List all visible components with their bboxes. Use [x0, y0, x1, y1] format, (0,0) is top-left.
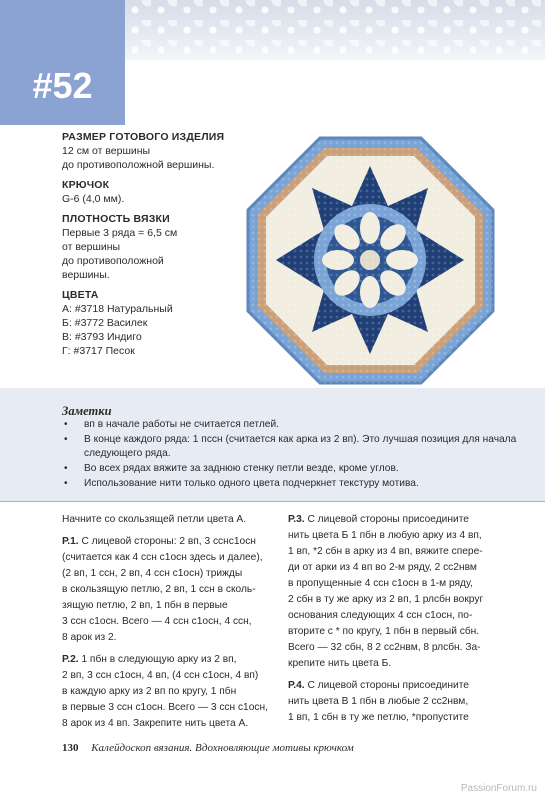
- info-hook-line: G-6 (4,0 мм).: [62, 193, 125, 205]
- site-watermark: PassionForum.ru: [460, 783, 537, 794]
- instruction-line: 2 сбн в ту же арку из 2 вп, 1 рлсбн вокруг: [288, 594, 484, 605]
- bullet-icon: •: [64, 434, 68, 445]
- instruction-line: вторите с * по кругу, 1 пбн в первый сбн.: [288, 626, 480, 637]
- info-hook-heading: КРЮЧОК: [62, 179, 110, 191]
- instruction-row-3: [288, 512, 508, 672]
- instruction-line: (2 вп, 1 ссн, 2 вп, 4 ссн с1осн) трижды: [62, 568, 243, 579]
- instruction-line: основания следующих 4 ссн с1осн, по-: [288, 610, 473, 621]
- instructions-right-column: [288, 512, 508, 732]
- instruction-line: Начните со скользящей петли цвета А.: [62, 514, 247, 525]
- instruction-line: нить цвета В 1 пбн в любые 2 сс2нвм,: [288, 696, 469, 707]
- instruction-line: 3 ссн с1осн. Всего — 4 ссн с1осн, 4 ссн,: [62, 616, 252, 627]
- instruction-line: в скользящую петлю, 2 вп, 1 ссн в сколь-: [62, 584, 256, 595]
- info-color-line: В: #3793 Индиго: [62, 331, 142, 343]
- notes-item: [62, 462, 532, 476]
- instruction-row-4: [288, 678, 508, 726]
- row-label: Р.4.: [288, 680, 305, 691]
- notes-list: [62, 418, 532, 492]
- instruction-line: 8 арок из 2.: [62, 632, 117, 643]
- instruction-line: С лицевой стороны присоедините: [307, 514, 469, 525]
- info-gauge: [62, 212, 252, 282]
- notes-item: [62, 433, 532, 461]
- info-color-line: А: #3718 Натуральный: [62, 303, 173, 315]
- instruction-start: [62, 512, 267, 528]
- info-size-line: до противоположной вершины.: [62, 159, 215, 171]
- instruction-line: ди от арки из 4 вп во 2-м ряду, 2 сс2нвм: [288, 562, 477, 573]
- instruction-line: крепите нить цвета Б.: [288, 658, 392, 669]
- pattern-number: #52: [32, 65, 93, 106]
- info-gauge-heading: ПЛОТНОСТЬ ВЯЗКИ: [62, 213, 170, 225]
- info-gauge-line: Первые 3 ряда = 6,5 см: [62, 227, 178, 239]
- row-label: Р.3.: [288, 514, 305, 525]
- info-size-heading: РАЗМЕР ГОТОВОГО ИЗДЕЛИЯ: [62, 131, 225, 143]
- info-size: [62, 130, 252, 172]
- notes-item-text: В конце каждого ряда: 1 пссн (считается как арка из 2 вп). Это лучшая позиция для начала следующего ряда.: [84, 434, 517, 459]
- row-label: Р.2.: [62, 654, 79, 665]
- pattern-info: [62, 130, 252, 364]
- lace-header-band: [125, 0, 545, 60]
- info-colors-heading: ЦВЕТА: [62, 289, 99, 301]
- pattern-number-box: [0, 0, 125, 125]
- bullet-icon: •: [64, 478, 68, 489]
- notes-item: [62, 418, 532, 432]
- instruction-line: 2 вп, 3 ссн с1осн, 4 вп, (4 ссн с1осн, 4 вп): [62, 670, 259, 681]
- info-color-line: Г: #3717 Песок: [62, 345, 135, 357]
- info-gauge-line: от вершины: [62, 241, 121, 253]
- notes-panel: [0, 388, 545, 502]
- notes-item-text: вп в начале работы не считается петлей.: [84, 419, 279, 430]
- instruction-line: нить цвета Б 1 пбн в любую арку из 4 вп,: [288, 530, 482, 541]
- crochet-motif-photo: [238, 128, 503, 393]
- page-footer: [62, 742, 354, 754]
- info-color-line: Б: #3772 Василек: [62, 317, 148, 329]
- instruction-line: в пропущенные 4 ссн с1осн в 1-м ряду,: [288, 578, 473, 589]
- instruction-line: (считается как 4 ссн с1осн здесь и далее),: [62, 552, 263, 563]
- instruction-line: С лицевой стороны присоедините: [307, 680, 469, 691]
- page-number: 130: [62, 742, 79, 754]
- bullet-icon: •: [64, 419, 68, 430]
- notes-title: Заметки: [62, 404, 112, 418]
- instruction-line: 1 вп, 1 сбн в ту же петлю, *пропустите: [288, 712, 469, 723]
- instruction-line: Всего — 32 сбн, 8 2 сс2нвм, 8 рлсбн. За-: [288, 642, 481, 653]
- instruction-line: в первые 3 ссн с1осн. Всего — 3 ссн с1осн,: [62, 702, 268, 713]
- info-gauge-line: до противоположной: [62, 255, 164, 267]
- instruction-row-2: [62, 652, 267, 732]
- notes-item-text: Использование нити только одного цвета подчеркнет текстуру мотива.: [84, 478, 419, 489]
- notes-item: [62, 477, 532, 491]
- notes-item-text: Во всех рядах вяжите за заднюю стенку петли везде, кроме углов.: [84, 463, 399, 474]
- instruction-line: 1 пбн в следующую арку из 2 вп,: [81, 654, 237, 665]
- info-size-line: 12 см от вершины: [62, 145, 151, 157]
- book-title: Калейдоскоп вязания. Вдохновляющие мотивы крючком: [91, 742, 354, 754]
- instruction-row-1: [62, 534, 267, 646]
- instructions-left-column: [62, 512, 267, 738]
- instruction-line: 8 арок из 4 вп. Закрепите нить цвета А.: [62, 718, 249, 729]
- instruction-line: С лицевой стороны: 2 вп, 3 сснс1осн: [81, 536, 256, 547]
- instruction-line: 1 вп, *2 сбн в арку из 4 вп, вяжите спере-: [288, 546, 483, 557]
- instruction-line: в каждую арку из 2 вп по кругу, 1 пбн: [62, 686, 237, 697]
- info-hook: [62, 178, 252, 206]
- info-gauge-line: вершины.: [62, 269, 110, 281]
- instruction-line: зящую петлю, 2 вп, 1 пбн в первые: [62, 600, 228, 611]
- bullet-icon: •: [64, 463, 68, 474]
- row-label: Р.1.: [62, 536, 79, 547]
- info-colors: [62, 288, 252, 358]
